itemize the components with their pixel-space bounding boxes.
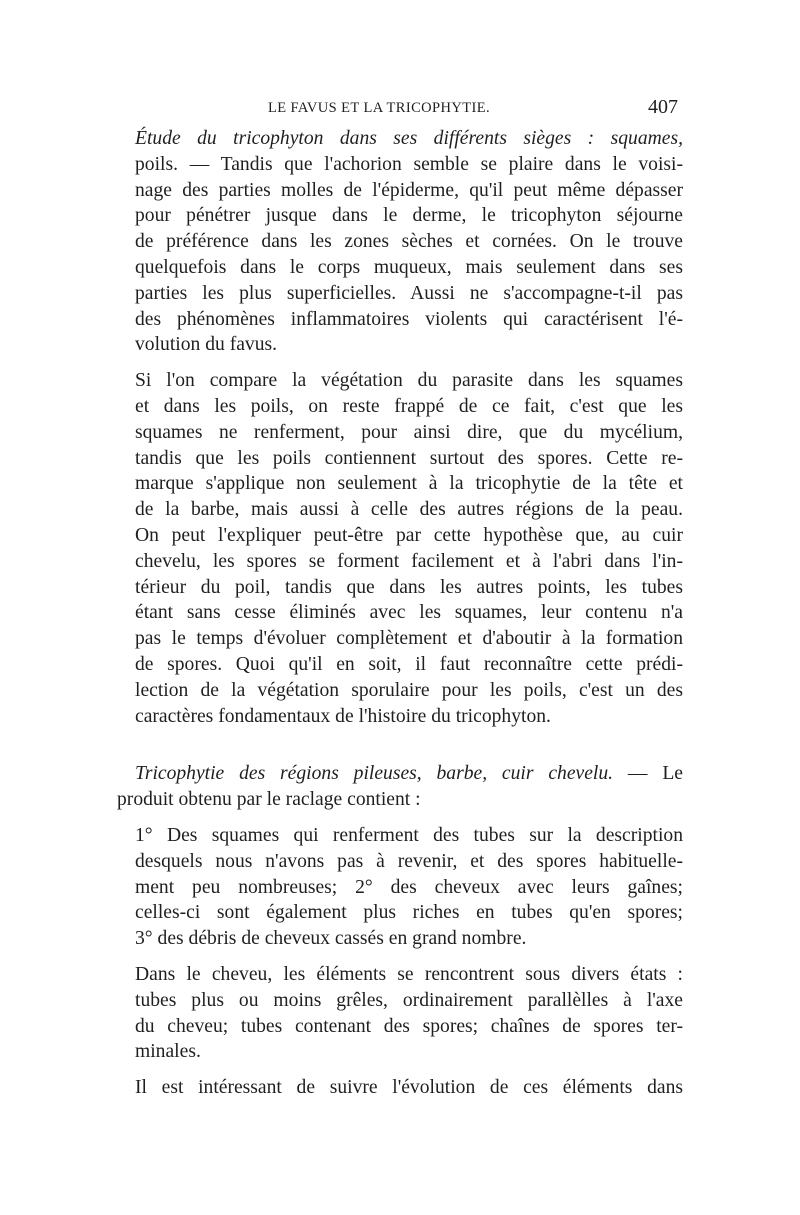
text-line: quelquefois dans le corps muqueux, mais seulement dans ses xyxy=(135,256,683,278)
text-line: pour pénétrer jusque dans le derme, le tricophyton séjourne xyxy=(135,205,683,227)
text-line: On peut l'expliquer peut-être par cette hypothèse que, au cuir xyxy=(135,524,683,546)
text-line: pas le temps d'évoluer complètement et d'aboutir à la formation xyxy=(135,628,683,650)
text-line: térieur du poil, tandis que dans les autres points, les tubes xyxy=(135,576,683,598)
text-line: de la barbe, mais aussi à celle des autres régions de la peau. xyxy=(135,499,683,521)
text-line: des phénomènes inflammatoires violents qui caractérisent l'é- xyxy=(135,308,683,330)
text-line: poils. — Tandis que l'achorion semble se plaire dans le voisi- xyxy=(135,153,683,175)
text-line: celles-ci sont également plus riches en tubes qu'en spores; xyxy=(135,902,683,924)
paragraph-pileuses-heading xyxy=(117,761,683,813)
text-line xyxy=(117,761,683,787)
text-line: marque s'applique non seulement à la tricophytie de la tête et xyxy=(135,473,683,495)
paragraph-evolution xyxy=(117,1075,683,1101)
text-line: 1° Des squames qui renferment des tubes sur la description xyxy=(135,824,683,846)
page-number: 407 xyxy=(648,96,678,118)
running-head xyxy=(118,96,680,120)
heading-dash-text: — Le xyxy=(627,763,683,785)
text-line: minales. xyxy=(135,1041,201,1063)
text-line: tandis que les poils contiennent surtout des spores. Cette re- xyxy=(135,447,683,469)
text-line: caractères fondamentaux de l'histoire du tricophyton. xyxy=(135,705,551,727)
body-text xyxy=(117,126,683,1101)
text-line: parties les plus superficielles. Aussi ne s'accompagne-t-il pas xyxy=(135,282,683,304)
text-line: de préférence dans les zones sèches et cornées. On le trouve xyxy=(135,231,683,253)
paragraph-squames-vs-poils xyxy=(117,368,683,729)
text-line: Il est intéressant de suivre l'évolution de ces éléments dans xyxy=(135,1077,683,1099)
text-line: de spores. Quoi qu'il en soit, il faut reconnaître cette prédi- xyxy=(135,653,683,675)
text-line: volution du favus. xyxy=(135,334,278,356)
text-line: nage des parties molles de l'épiderme, qu'il peut même dépasser xyxy=(135,179,683,201)
paragraph-cheveu-elements xyxy=(117,962,683,1065)
text-line: squames ne renferment, pour ainsi dire, que du mycélium, xyxy=(135,421,683,443)
text-line: Si l'on compare la végétation du parasite dans les squames xyxy=(135,370,683,392)
text-line: tubes plus ou moins grêles, ordinairement parallèlles à l'axe xyxy=(135,989,683,1011)
text-line: lection de la végétation sporulaire pour les poils, c'est un des xyxy=(135,679,683,701)
section-heading-italic: Tricophytie des régions pileuses, barbe, cuir chevelu. xyxy=(135,763,614,785)
text-line: desquels nous n'avons pas à revenir, et des spores habituelle- xyxy=(135,850,683,872)
text-line: 3° des débris de cheveux cassés en grand nombre. xyxy=(135,928,527,950)
paragraph-tricophyton-sites xyxy=(117,126,683,358)
paragraph-enumeration xyxy=(117,823,683,952)
text-line: produit obtenu par le raclage contient : xyxy=(117,789,421,811)
section-heading-italic: Étude du tricophyton dans ses différents sièges : squames, xyxy=(135,128,683,149)
text-line: ment peu nombreuses; 2° des cheveux avec leurs gaînes; xyxy=(135,876,683,898)
text-line: Dans le cheveu, les éléments se rencontrent sous divers états : xyxy=(135,963,683,985)
text-line: et dans les poils, on reste frappé de ce fait, c'est que les xyxy=(135,395,683,417)
text-line: étant sans cesse éliminés avec les squames, leur contenu n'a xyxy=(135,602,683,624)
running-head-title: LE FAVUS ET LA TRICOPHYTIE. xyxy=(268,100,491,116)
text-line: chevelu, les spores se forment facilement et à l'abri dans l'in- xyxy=(135,550,683,572)
text-line: du cheveu; tubes contenant des spores; chaînes de spores ter- xyxy=(135,1015,683,1037)
